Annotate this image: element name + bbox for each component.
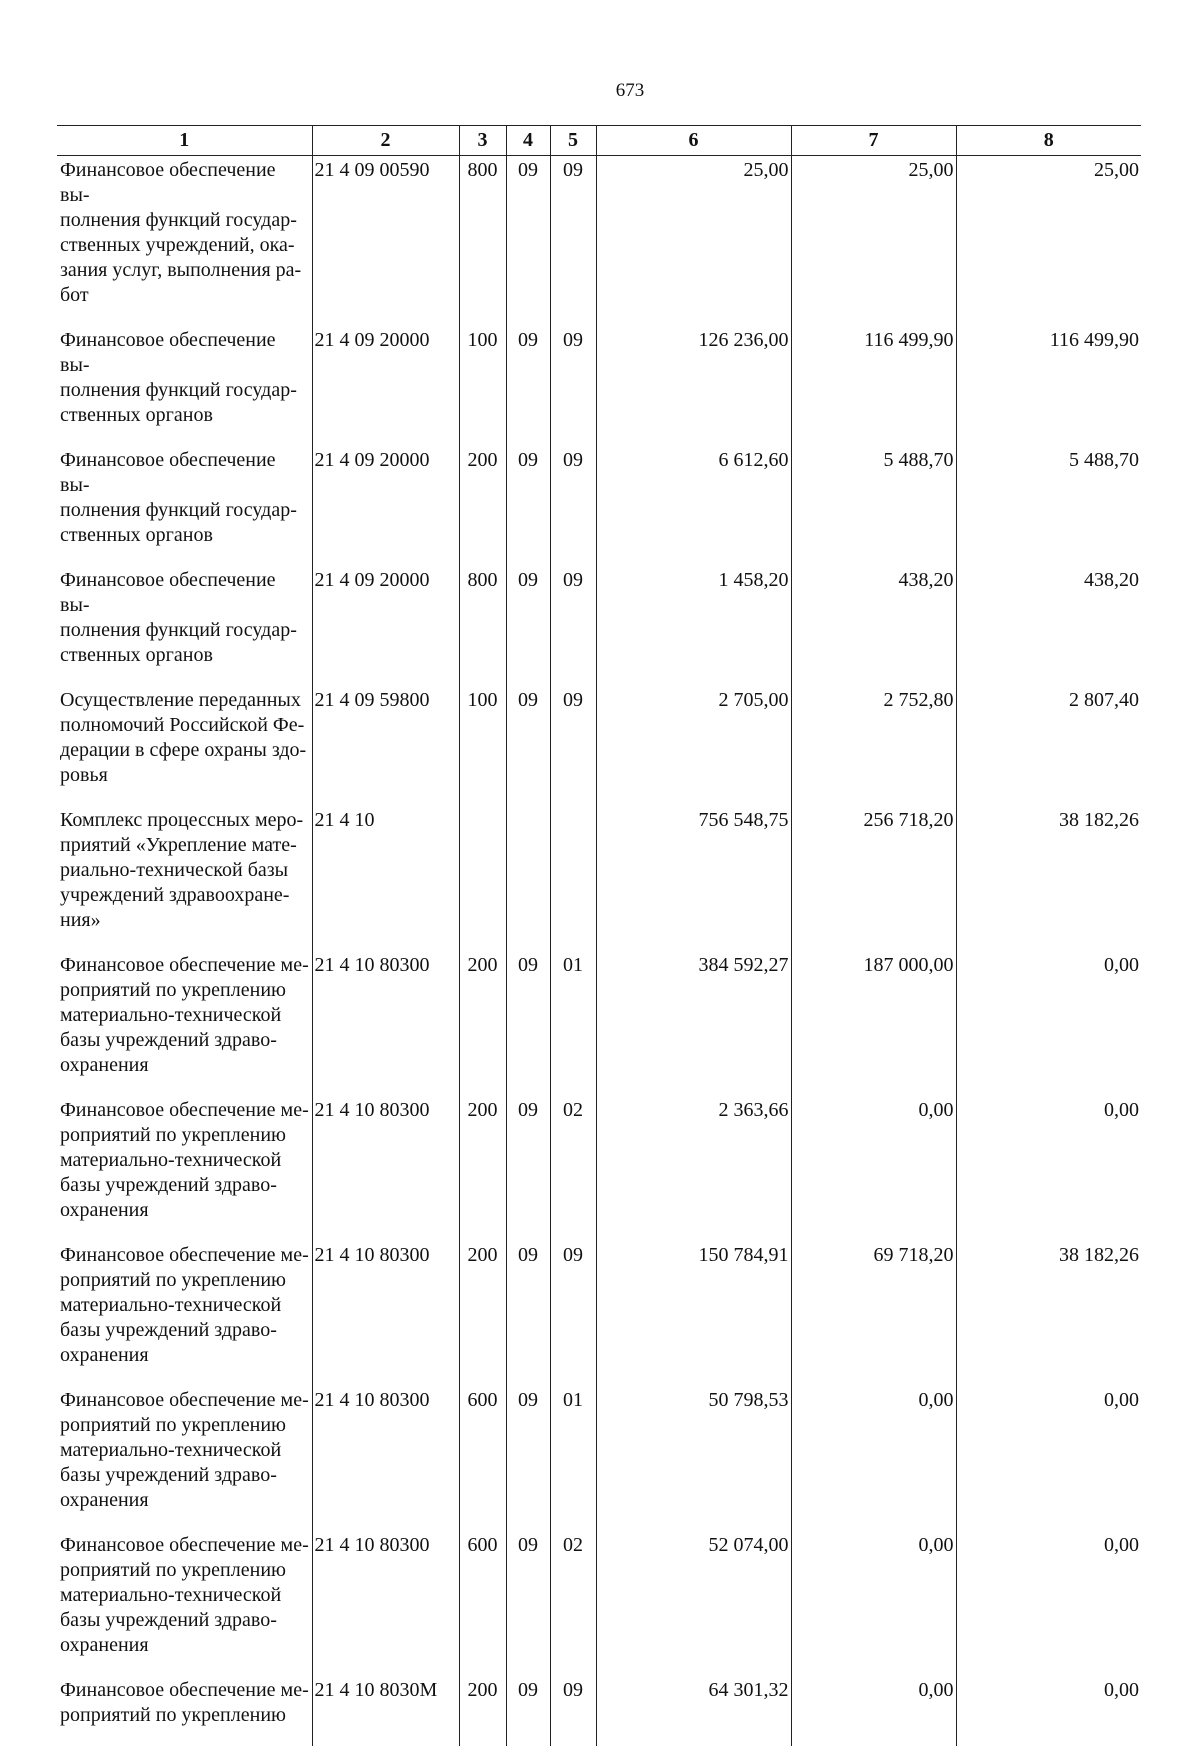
table-row bbox=[57, 951, 1141, 1096]
column-header: 3 bbox=[459, 126, 506, 156]
row-value-col8: 0,00 bbox=[956, 1386, 1141, 1531]
row-col3: 200 bbox=[459, 446, 506, 566]
row-col5: 09 bbox=[550, 446, 596, 566]
row-code: 21 4 10 80300 bbox=[312, 1241, 459, 1386]
row-value-col8: 0,00 bbox=[956, 1096, 1141, 1241]
row-col5: 02 bbox=[550, 1531, 596, 1676]
row-col5 bbox=[550, 806, 596, 951]
row-value-col6: 1 458,20 bbox=[596, 566, 791, 686]
row-col4: 09 bbox=[506, 156, 550, 327]
column-header: 6 bbox=[596, 126, 791, 156]
row-code: 21 4 09 59800 bbox=[312, 686, 459, 806]
row-value-col8: 116 499,90 bbox=[956, 326, 1141, 446]
row-code: 21 4 10 80300 bbox=[312, 951, 459, 1096]
row-code: 21 4 10 8030М bbox=[312, 1676, 459, 1746]
row-col5: 09 bbox=[550, 1676, 596, 1746]
row-col4: 09 bbox=[506, 1096, 550, 1241]
row-value-col8: 0,00 bbox=[956, 951, 1141, 1096]
row-col5: 09 bbox=[550, 1241, 596, 1386]
row-col3: 100 bbox=[459, 686, 506, 806]
page-number: 673 bbox=[0, 80, 1200, 102]
row-code: 21 4 10 80300 bbox=[312, 1096, 459, 1241]
row-value-col7: 187 000,00 bbox=[791, 951, 956, 1096]
row-col3: 200 bbox=[459, 1241, 506, 1386]
row-col3: 600 bbox=[459, 1386, 506, 1531]
table-body bbox=[57, 156, 1141, 1746]
row-col4: 09 bbox=[506, 1676, 550, 1746]
row-value-col8: 5 488,70 bbox=[956, 446, 1141, 566]
row-value-col6: 52 074,00 bbox=[596, 1531, 791, 1676]
row-code: 21 4 09 20000 bbox=[312, 326, 459, 446]
row-value-col7: 116 499,90 bbox=[791, 326, 956, 446]
column-header: 1 bbox=[57, 126, 312, 156]
table-row bbox=[57, 1386, 1141, 1531]
row-description: Финансовое обеспечение ме- роприятий по укреплению bbox=[57, 1676, 312, 1746]
row-value-col7: 0,00 bbox=[791, 1676, 956, 1746]
row-col4: 09 bbox=[506, 1241, 550, 1386]
row-col5: 01 bbox=[550, 951, 596, 1096]
row-value-col6: 50 798,53 bbox=[596, 1386, 791, 1531]
row-code: 21 4 09 20000 bbox=[312, 446, 459, 566]
column-header: 2 bbox=[312, 126, 459, 156]
row-col3: 200 bbox=[459, 1676, 506, 1746]
row-value-col7: 5 488,70 bbox=[791, 446, 956, 566]
header-row bbox=[57, 126, 1141, 156]
row-description: Финансовое обеспечение вы- полнения функций государ- ственных органов bbox=[57, 566, 312, 686]
row-code: 21 4 10 bbox=[312, 806, 459, 951]
row-value-col8: 438,20 bbox=[956, 566, 1141, 686]
row-col4: 09 bbox=[506, 686, 550, 806]
table-row bbox=[57, 156, 1141, 327]
row-value-col7: 25,00 bbox=[791, 156, 956, 327]
row-value-col6: 25,00 bbox=[596, 156, 791, 327]
row-value-col7: 2 752,80 bbox=[791, 686, 956, 806]
row-value-col6: 384 592,27 bbox=[596, 951, 791, 1096]
row-value-col8: 38 182,26 bbox=[956, 1241, 1141, 1386]
row-col4 bbox=[506, 806, 550, 951]
row-col5: 02 bbox=[550, 1096, 596, 1241]
row-description: Комплекс процессных меро- приятий «Укрепление мате- риально-технической базы учреждений здравоохране- ния» bbox=[57, 806, 312, 951]
row-col5: 09 bbox=[550, 686, 596, 806]
row-col5: 09 bbox=[550, 156, 596, 327]
row-code: 21 4 09 00590 bbox=[312, 156, 459, 327]
table-row bbox=[57, 686, 1141, 806]
row-value-col7: 69 718,20 bbox=[791, 1241, 956, 1386]
row-description: Финансовое обеспечение ме- роприятий по укреплению материально-технической базы учреждений здраво- охранения bbox=[57, 1096, 312, 1241]
row-description: Финансовое обеспечение вы- полнения функций государ- ственных учреждений, ока- зания услуг, выполнения ра- бот bbox=[57, 156, 312, 327]
row-description: Финансовое обеспечение ме- роприятий по укреплению материально-технической базы учреждений здраво- охранения bbox=[57, 951, 312, 1096]
row-code: 21 4 10 80300 bbox=[312, 1531, 459, 1676]
row-col3: 600 bbox=[459, 1531, 506, 1676]
row-value-col8: 0,00 bbox=[956, 1531, 1141, 1676]
row-value-col6: 6 612,60 bbox=[596, 446, 791, 566]
table-header bbox=[57, 126, 1141, 156]
row-value-col6: 150 784,91 bbox=[596, 1241, 791, 1386]
column-header: 5 bbox=[550, 126, 596, 156]
table-row bbox=[57, 566, 1141, 686]
row-code: 21 4 10 80300 bbox=[312, 1386, 459, 1531]
row-col4: 09 bbox=[506, 446, 550, 566]
row-code: 21 4 09 20000 bbox=[312, 566, 459, 686]
row-value-col7: 0,00 bbox=[791, 1096, 956, 1241]
row-col4: 09 bbox=[506, 951, 550, 1096]
row-value-col6: 2 705,00 bbox=[596, 686, 791, 806]
table-row bbox=[57, 1241, 1141, 1386]
row-value-col7: 438,20 bbox=[791, 566, 956, 686]
column-header: 7 bbox=[791, 126, 956, 156]
row-value-col6: 126 236,00 bbox=[596, 326, 791, 446]
row-col5: 01 bbox=[550, 1386, 596, 1531]
row-col4: 09 bbox=[506, 1531, 550, 1676]
table-row bbox=[57, 1676, 1141, 1746]
row-description: Финансовое обеспечение вы- полнения функций государ- ственных органов bbox=[57, 326, 312, 446]
column-header: 4 bbox=[506, 126, 550, 156]
row-description: Финансовое обеспечение ме- роприятий по укреплению материально-технической базы учреждений здраво- охранения bbox=[57, 1241, 312, 1386]
row-value-col8: 0,00 bbox=[956, 1676, 1141, 1746]
row-col4: 09 bbox=[506, 1386, 550, 1531]
table-row bbox=[57, 1531, 1141, 1676]
row-col5: 09 bbox=[550, 326, 596, 446]
table-row bbox=[57, 806, 1141, 951]
table-row bbox=[57, 326, 1141, 446]
row-description: Финансовое обеспечение ме- роприятий по укреплению материально-технической базы учреждений здраво- охранения bbox=[57, 1386, 312, 1531]
row-col3: 800 bbox=[459, 566, 506, 686]
row-col4: 09 bbox=[506, 566, 550, 686]
row-value-col7: 256 718,20 bbox=[791, 806, 956, 951]
row-description: Финансовое обеспечение вы- полнения функций государ- ственных органов bbox=[57, 446, 312, 566]
row-col3: 100 bbox=[459, 326, 506, 446]
row-col5: 09 bbox=[550, 566, 596, 686]
row-value-col8: 25,00 bbox=[956, 156, 1141, 327]
row-col3 bbox=[459, 806, 506, 951]
budget-table bbox=[57, 125, 1141, 1746]
row-value-col6: 2 363,66 bbox=[596, 1096, 791, 1241]
row-col3: 200 bbox=[459, 951, 506, 1096]
column-header: 8 bbox=[956, 126, 1141, 156]
row-value-col6: 756 548,75 bbox=[596, 806, 791, 951]
table-row bbox=[57, 1096, 1141, 1241]
row-col4: 09 bbox=[506, 326, 550, 446]
row-description: Осуществление переданных полномочий Российской Фе- дерации в сфере охраны здо- ровья bbox=[57, 686, 312, 806]
row-value-col8: 38 182,26 bbox=[956, 806, 1141, 951]
row-value-col8: 2 807,40 bbox=[956, 686, 1141, 806]
row-value-col7: 0,00 bbox=[791, 1531, 956, 1676]
row-col3: 200 bbox=[459, 1096, 506, 1241]
row-value-col6: 64 301,32 bbox=[596, 1676, 791, 1746]
row-value-col7: 0,00 bbox=[791, 1386, 956, 1531]
row-col3: 800 bbox=[459, 156, 506, 327]
table-row bbox=[57, 446, 1141, 566]
row-description: Финансовое обеспечение ме- роприятий по укреплению материально-технической базы учреждений здраво- охранения bbox=[57, 1531, 312, 1676]
